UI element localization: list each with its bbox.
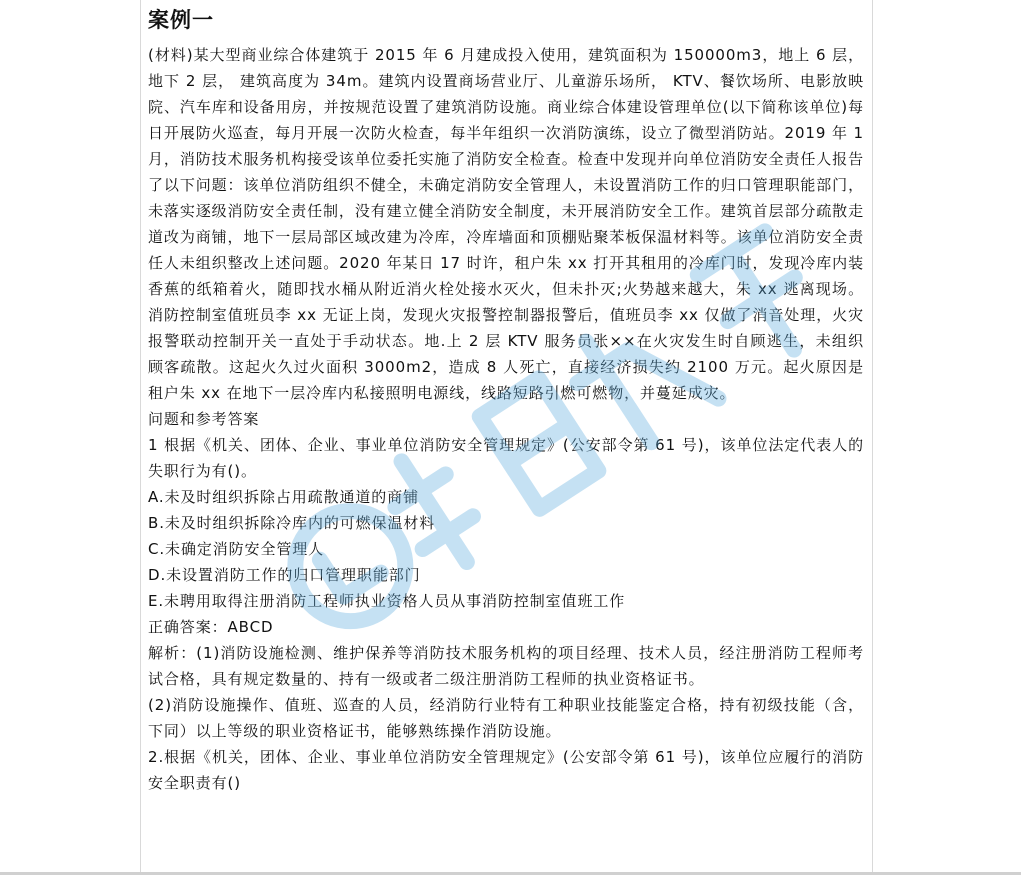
page-margin-right [872,0,873,875]
option-b: B.未及时组织拆除冷库内的可燃保温材料 [148,514,436,532]
qa-heading: 问题和参考答案 [148,410,260,428]
option-a: A.未及时组织拆除占用疏散通道的商铺 [148,488,419,506]
document-body [148,4,864,796]
option-e: E.未聘用取得注册消防工程师执业资格人员从事消防控制室值班工作 [148,592,626,610]
question-1: 1 根据《机关、团体、企业、事业单位消防安全管理规定》(公安部令第 61 号)，该单位法定代表人的失职行为有()。 [148,436,864,480]
document-title: 案例一 [148,8,214,32]
option-c: C.未确定消防安全管理人 [148,540,325,558]
material-paragraph: (材料)某大型商业综合体建筑于 2015 年 6 月建成投入使用，建筑面积为 150000m3，地上 6 层， 地下 2 层， 建筑高度为 34m。建筑内设置商场营业厅、儿童游乐场所， KTV、餐饮场所、电影放映院、汽车库和设备用房，并按规范设置了建筑消防设施。商业综合体建设管理单位(以下简称该单位)每日开展防火巡查，每月开展一次防火检查，每半年组织一次消防演练，设立了微型消防站。2019 年 1 月，消防技术服务机构接受该单位委托实施了消防安全检查。检查中发现并向单位消防安全责任人报告了以下问题：该单位消防组织不健全，未确定消防安全管理人，未设置消防工作的归口管理职能部门，未落实逐级消防安全责任制，没有建立健全消防安全制度，未开展消防安全工作。建筑首层部分疏散走道改为商铺，地下一层局部区域改建为冷库，冷库墙面和顶棚贴聚苯板保温材料等。该单位消防安全责任人未组织整改上述问题。2020 年某日 17 时许，租户朱 xx 打开其租用的冷库门时，发现冷库内装香蕉的纸箱着火，随即找水桶从附近消火栓处接水灭火，但未扑灭;火势越来越大，朱 xx 逃离现场。消防控制室值班员李 xx 无证上岗，发现火灾报警控制器报警后，值班员李 xx 仅做了消音处理，火灾报警联动控制开关一直处于手动状态。地.上 2 层 KTV 服务员张××在火灾发生时自顾逃生，未组织顾客疏散。这起火久过火面积 3000m2，造成 8 人死亡，直接经济损失约 2100 万元。起火原因是租户朱 xx 在地下一层冷库内私接照明电源线，线路短路引燃可燃物，并蔓延成灾。 [148,46,864,402]
analysis-2: (2)消防设施操作、值班、巡查的人员，经消防行业特有工种职业技能鉴定合格，持有初级技能（含，下同）以上等级的职业资格证书，能够熟练操作消防设施。 [148,696,864,740]
correct-answer: 正确答案：ABCD [148,618,274,636]
analysis-1: 解析：(1)消防设施检测、维护保养等消防技术服务机构的项目经理、技术人员，经注册消防工程师考试合格，具有规定数量的、持有一级或者二级注册消防工程师的执业资格证书。 [148,644,864,688]
page-margin-left [140,0,141,875]
option-d: D.未设置消防工作的归口管理职能部门 [148,566,421,584]
question-2: 2.根据《机关，团体、企业、事业单位消防安全管理规定》(公安部令第 61 号)，该单位应履行的消防安全职责有() [148,748,864,792]
